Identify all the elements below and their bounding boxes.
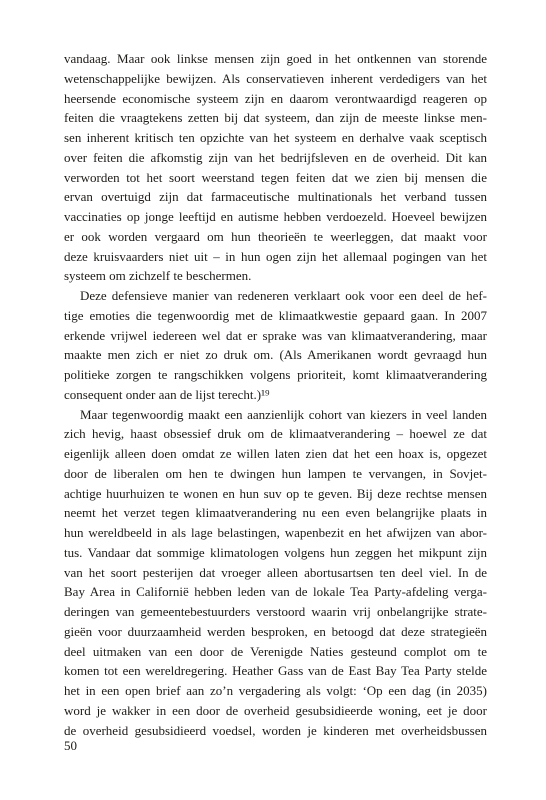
text-line: Maar tegenwoordig maakt een aanzienlijk cohort van kiezers in veel landen xyxy=(80,406,487,422)
text-line: tige emoties die tegenwoordig met de klimaatkwestie gepaard gaan. In 2007 xyxy=(64,307,487,323)
paragraph xyxy=(64,286,487,405)
text-line: verworden tot het soort weerstand tegen feiten dat we zien bij mensen die xyxy=(64,169,487,185)
text-line: wetenschappelijke bewijzen. Als conservatieven inherent verdedigers van het xyxy=(64,70,487,86)
text-line: het in een open brief aan zo’n vergadering als volgt: ‘Op een dag (in 2035) xyxy=(64,683,487,698)
text-line: achtige huurhuizen te wonen en hun suv op te geven. Bij deze rechtse mensen xyxy=(64,485,487,501)
text-line: erkende vrijwel iedereen wel dat er sprake was van klimaatverandering, maar xyxy=(64,327,487,343)
text-line: neemt het verzet tegen klimaatverandering nu een even belangrijke plaats in xyxy=(64,505,487,521)
body-text xyxy=(64,49,487,740)
text-line: deel uitmaken van een door de Verenigde Naties gesteund complot om te xyxy=(64,643,487,659)
paragraph xyxy=(64,405,487,741)
text-line: over feiten die afkomstig zijn van het bedrijfsleven en de overheid. Dit kan xyxy=(64,149,487,165)
paragraph xyxy=(64,49,487,286)
text-line: Deze defensieve manier van redeneren verklaart ook voor een deel de hef- xyxy=(80,288,487,303)
text-line: eigenlijk alleen doen omdat ze willen laten zien dat het een hoax is, opgezet xyxy=(64,446,487,461)
text-line: er ook worden vergaard om hun theorieën te weerleggen, dat maakt voor xyxy=(64,228,487,244)
text-line: consequent onder aan de lijst terecht.)¹⁹ xyxy=(64,386,270,402)
text-line: systeem om zichzelf te beschermen. xyxy=(64,268,252,284)
text-line: Bay Area in Californië hebben leden van de lokale Tea Party-afdeling verga- xyxy=(64,584,487,600)
text-line: sen inherent kritisch ten opzichte van het systeem en derhalve vaak sceptisch xyxy=(64,130,487,145)
text-line: maakte men zich er niet zo druk om. (Als Amerikanen wordt gevraagd hun xyxy=(64,347,487,363)
text-line: door de liberalen om hen te dwingen hun lampen te vervangen, in Sovjet- xyxy=(64,465,487,481)
text-line: tus. Vandaar dat sommige klimatologen volgens hun zeggen het mikpunt zijn xyxy=(64,544,487,560)
text-line: van het soort pesterijen dat vroeger alleen abortusartsen ten deel viel. In de xyxy=(64,564,487,580)
text-line: politieke zorgen te rangschikken volgens prioriteit, komt klimaatverandering xyxy=(64,367,487,382)
text-line: heersende economische systeem zijn en daarom verontwaardigd reageren op xyxy=(64,90,487,106)
text-line: vaccinaties op jonge leeftijd en autisme hebben verdoezeld. Hoeveel bewijzen xyxy=(64,209,487,224)
text-line: ervan overtuigd zijn dat farmaceutische multinationals het verband tussen xyxy=(64,189,487,205)
text-line: komen tot een wereldregering. Heather Gass van de East Bay Tea Party stelde xyxy=(64,663,487,679)
text-line: hun wereldbeeld in als lage belastingen, wapenbezit en het afwijzen van abor- xyxy=(64,525,487,540)
page-number: 50 xyxy=(64,738,77,753)
text-line: deze kruisvaarders niet uit – in hun ogen zijn het allemaal pogingen van het xyxy=(64,248,487,264)
text-line: de overheid gesubsidieerd voedsel, worden je kinderen met overheidsbussen xyxy=(64,722,487,738)
text-line: feiten die vraagtekens zetten bij dat systeem, dan zijn de meeste linkse men- xyxy=(64,110,487,126)
text-line: gieën voor duurzaamheid werden besproken, en betoogd dat deze strategieën xyxy=(64,623,487,639)
text-line: word je wakker in een door de overheid gesubsidieerde woning, eet je door xyxy=(64,702,487,718)
text-line: deringen van gemeentebestuurders verstoord waarin vrij onbelangrijke strate- xyxy=(64,604,487,619)
text-line: zich hevig, haast obsessief druk om de klimaatverandering – hoewel ze dat xyxy=(64,426,487,442)
text-line: vandaag. Maar ook linkse mensen zijn goed in het ontkennen van storende xyxy=(64,51,487,66)
